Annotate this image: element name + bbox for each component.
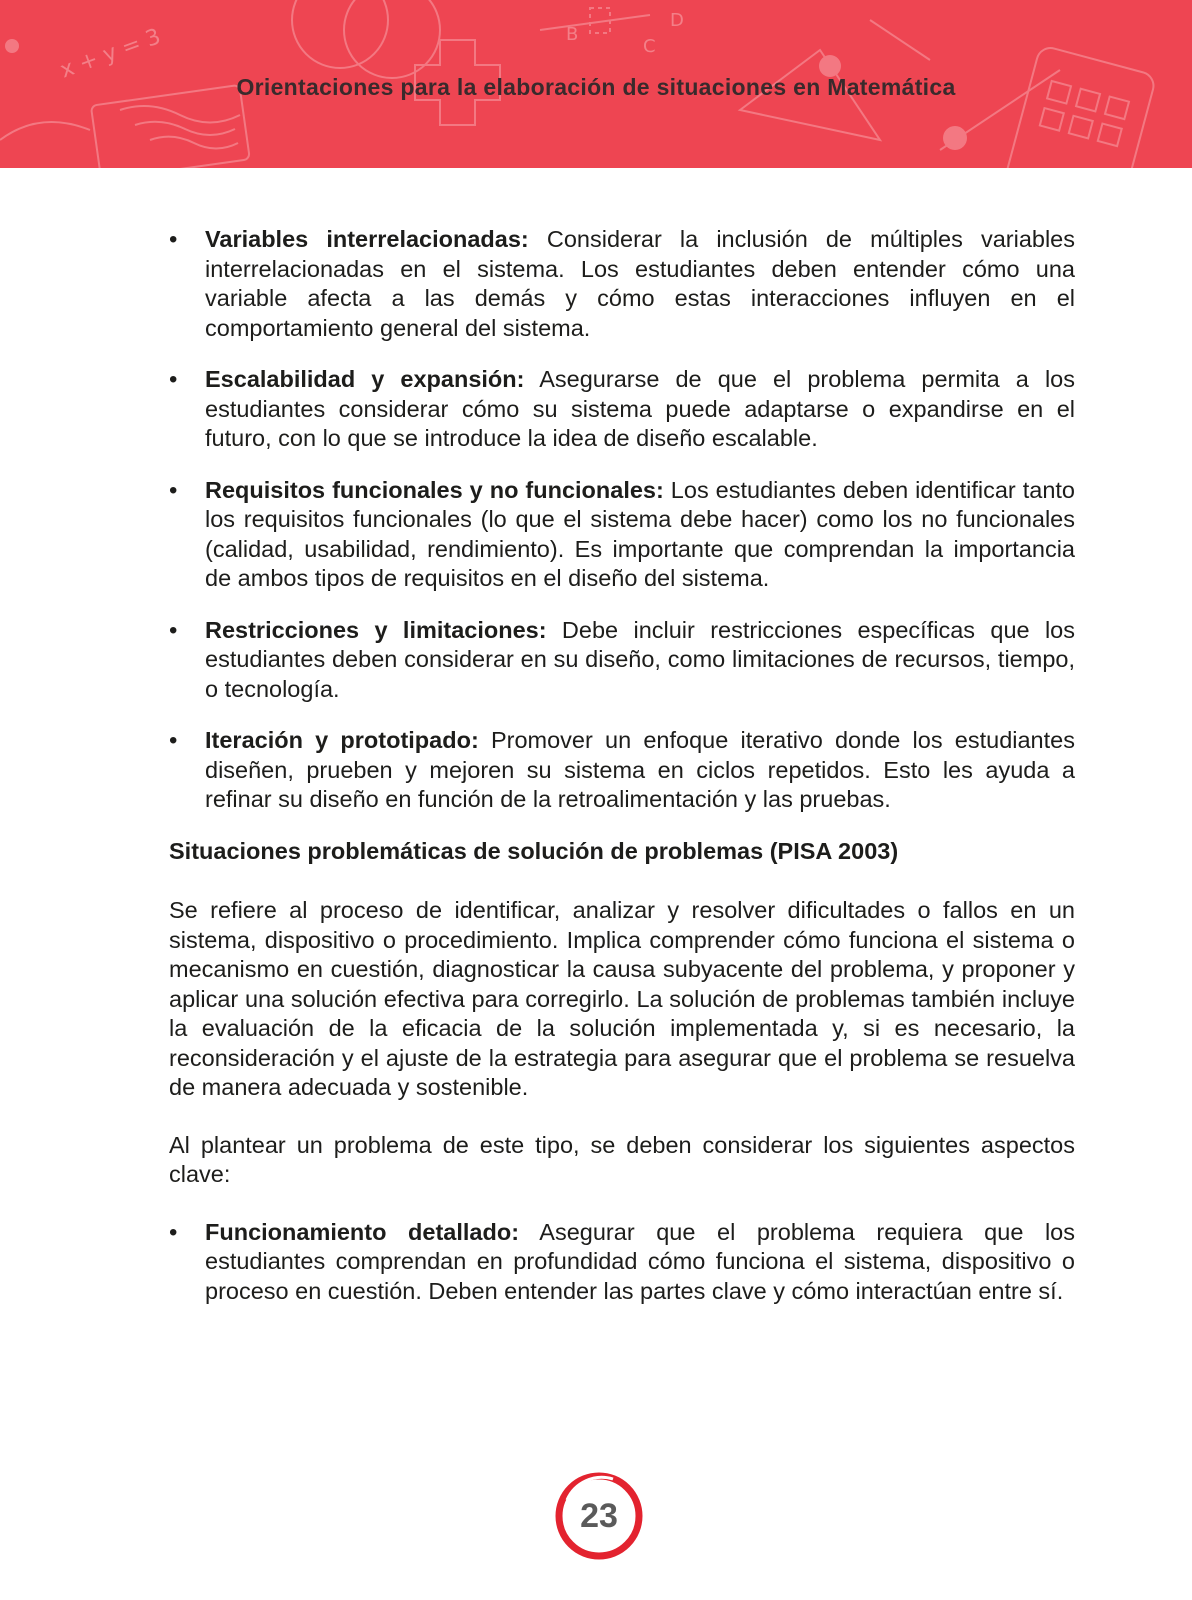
math-doodle-letter-d: D: [670, 10, 684, 31]
page-number-badge: [553, 1470, 645, 1562]
page-number: 23: [580, 1496, 618, 1535]
bullet-list-top: [169, 225, 1075, 815]
body-paragraph: Se refiere al proceso de identificar, analizar y resolver dificultades o fallos en un sistema, dispositivo o procedimiento. Implica comprender cómo funciona el sistema o mecanismo en cuestión, diagnosticar la causa subyacente del problema, y proponer y aplicar una solución efectiva para corregirlo. La solución de problemas también incluye la evaluación de la eficacia de la solución implementada y, si es necesario, la reconsideración y el ajuste de la estrategia para asegurar que el problema se resuelva de manera adecuada y sostenible.: [169, 897, 1075, 1100]
list-item-term: Funcionamiento detallado:: [205, 1218, 520, 1245]
header-title: Orientaciones para la elaboración de situaciones en Matemática: [236, 74, 956, 100]
math-doodle-letter-b: B: [566, 24, 579, 45]
list-item-text: Debe incluir restricciones específicas que los estudiantes deben considerar en su diseño, como limitaciones de recursos, tiempo, o tecnología.: [205, 616, 1075, 702]
list-item-term: Iteración y prototipado:: [205, 727, 479, 753]
list-item-text: Los estudiantes deben identificar tanto los requisitos funcionales (lo que el sistema debe hacer) como los no funcionales (calidad, usabilidad, rendimiento). Es importante que comprendan la importancia de ambos tipos de requisitos en el diseño del sistema.: [205, 476, 1076, 591]
list-item: [169, 726, 1075, 815]
bullet-list-bottom: [169, 1218, 1075, 1307]
math-doodle-equation: x + y = 3: [56, 24, 165, 84]
list-item: [169, 225, 1075, 343]
list-item: [169, 616, 1075, 705]
list-item-term: Requisitos funcionales y no funcionales:: [205, 476, 664, 503]
list-item: [169, 1218, 1075, 1307]
list-item-text: Asegurar que el problema requiera que los estudiantes comprendan en profundidad cómo funciona el sistema, dispositivo o proceso en cuestión. Deben entender las partes clave y cómo interactúan entre sí.: [205, 1218, 1076, 1304]
page-header: [0, 0, 1192, 168]
list-item: [169, 365, 1075, 454]
list-item-text: Considerar la inclusión de múltiples variables interrelacionadas en el sistema. Los estudiantes deben entender cómo una variable afecta a las demás y cómo estas interacciones influyen en el comportamiento general del sistema.: [205, 226, 1075, 341]
list-item-text: Promover un enfoque iterativo donde los estudiantes diseñen, prueben y mejoren su sistema en ciclos repetidos. Esto les ayuda a refinar su diseño en función de la retroalimentación y las pruebas.: [205, 727, 1075, 812]
list-item-term: Escalabilidad y expansión:: [205, 366, 525, 392]
list-item-term: Restricciones y limitaciones:: [205, 616, 547, 643]
body-paragraph: Al plantear un problema de este tipo, se deben considerar los siguientes aspectos clave:: [169, 1131, 1075, 1187]
page-content: [169, 225, 1075, 1328]
list-item: [169, 476, 1075, 594]
math-doodle-letter-c: C: [643, 36, 656, 57]
list-item-term: Variables interrelacionadas:: [205, 226, 529, 252]
list-item-text: Asegurarse de que el problema permita a los estudiantes considerar cómo su sistema puede adaptarse o expandirse en el futuro, con lo que se introduce la idea de diseño escalable.: [205, 366, 1075, 451]
section-heading: Situaciones problemáticas de solución de problemas (PISA 2003): [169, 837, 899, 864]
